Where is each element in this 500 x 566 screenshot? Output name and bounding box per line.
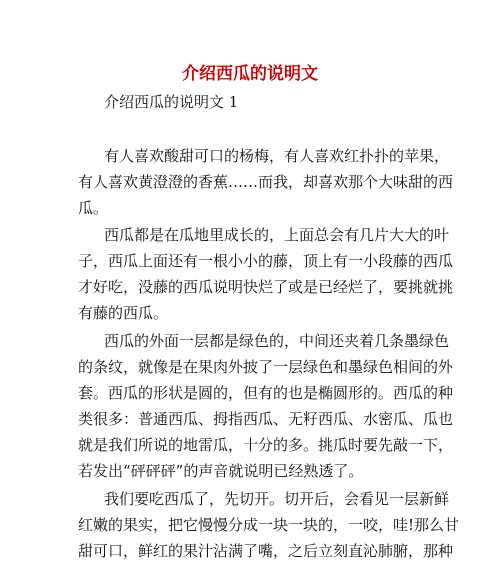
text-line: 就是我们所说的地雷瓜，十分的多。挑瓜时要先敲一下， xyxy=(78,436,454,454)
document-subtitle: 介绍西瓜的说明文 1 xyxy=(104,93,239,111)
text-line: 套。西瓜的形状是圆的，但有的也是椭圆形的。西瓜的种 xyxy=(78,384,454,402)
text-line: 有人喜欢酸甜可口的杨梅，有人喜欢红扑扑的苹果， xyxy=(104,147,450,165)
text-line: 子，西瓜上面还有一根小小的藤，顶上有一小段藤的西瓜 xyxy=(78,252,454,270)
text-line: 西瓜的外面一层都是绿色的，中间还夹着几条墨绿色 xyxy=(104,332,450,350)
text-line: 的条纹，就像是在果肉外披了一层绿色和墨绿色相间的外 xyxy=(78,358,454,376)
text-line: 若发出“砰砰砰”的声音就说明已经熟透了。 xyxy=(78,462,364,480)
text-line: 红嫩的果实，把它慢慢分成一块一块的，一咬，哇!那么甘 xyxy=(78,516,460,534)
text-line: 瓜。 xyxy=(78,199,109,217)
text-line: 才好吃，没藤的西瓜说明快烂了或是已经烂了，要挑就挑 xyxy=(78,278,454,296)
document-title: 介绍西瓜的说明文 xyxy=(182,64,318,84)
text-line: 有藤的西瓜。 xyxy=(78,304,169,322)
text-line: 我们要吃西瓜了，先切开。切开后，会看见一层新鲜 xyxy=(104,490,450,508)
text-line: 西瓜都是在瓜地里成长的，上面总会有几片大大的叶 xyxy=(104,226,450,244)
text-line: 甜可口，鲜红的果汁沾满了嘴，之后立刻直沁肺腑，那种 xyxy=(78,542,454,560)
text-line: 类很多：普通西瓜、拇指西瓜、无籽西瓜、水密瓜、瓜也 xyxy=(78,410,454,428)
text-line: 有人喜欢黄澄澄的香蕉……而我，却喜欢那个大味甜的西 xyxy=(78,173,454,191)
